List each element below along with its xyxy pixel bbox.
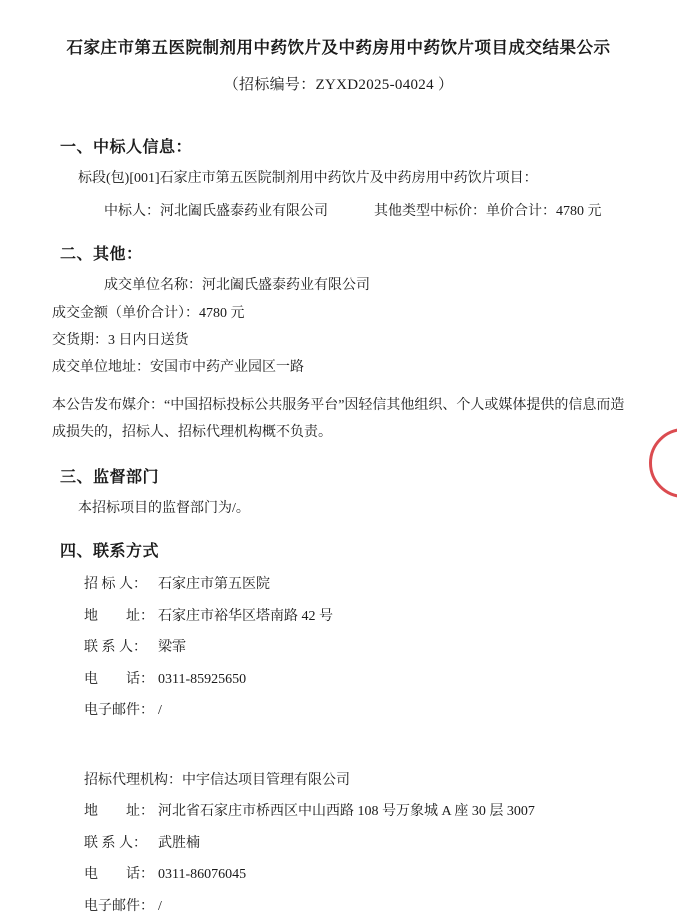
value: 0311-86076045 [158,867,247,883]
unit-value: 河北阖氏盛泰药业有限公司 [202,278,370,294]
section-heading-other: 二、其他： [60,246,143,264]
contact-row-tenderer-address [84,601,625,633]
contact-row-tenderer-email [84,695,625,727]
amount-line: 成交金额（单价合计）：4780 元 [52,305,245,321]
value: / [158,703,162,719]
winner-row [104,198,625,225]
label: 联 系 人： [84,835,147,851]
unit-row [104,272,625,299]
lot-line: 标段(包)[001]石家庄市第五医院制剂用中药饮片及中药房用中药饮片项目： [78,170,538,186]
label: 招 标 人： [84,577,147,593]
unit-label: 成交单位名称： [104,278,202,294]
label: 地 址： [84,608,154,624]
contact-row-agency-address [84,796,625,828]
contact-row-agency-phone [84,859,625,891]
label: 联 系 人： [84,640,147,656]
label: 电子邮件： [84,898,154,914]
contact-row-tenderer-phone [84,664,625,696]
price-label: 其他类型中标价：单价合计： [374,204,556,220]
contact-row-agency-email [84,891,625,922]
value: 石家庄市裕华区塔南路 42 号 [158,608,333,624]
value: 梁霏 [158,640,186,656]
label: 电 话： [84,671,154,687]
value: 石家庄市第五医院 [158,577,270,593]
contact-row-agency-person [84,828,625,860]
price-value: 4780 元 [556,204,602,220]
red-seal-stamp [649,428,677,500]
label: 招标代理机构： [84,772,182,788]
label: 电 话： [84,867,154,883]
contact-row-tenderer-name [84,569,625,601]
contact-row-agency-name [84,765,625,797]
seal-ring-icon [649,428,677,498]
media-notice: 本公告发布媒介：“中国招标投标公共服务平台”因轻信其他组织、个人或媒体提供的信息而造成损失的，招标人、招标代理机构概不负责。 [52,397,625,440]
winner-value: 河北阖氏盛泰药业有限公司 [160,204,328,220]
section-heading-supervision: 三、监督部门 [60,469,160,487]
tender-number: （招标编号：ZYXD2025-04024 ） [223,76,454,93]
section-heading-contact: 四、联系方式 [60,543,160,561]
value: / [158,898,162,914]
winner-label: 中标人： [104,204,160,220]
value: 中宇信达项目管理有限公司 [182,772,350,788]
label: 电子邮件： [84,703,154,719]
page-title: 石家庄市第五医院制剂用中药饮片及中药房用中药饮片项目成交结果公示 [66,38,611,57]
unit-address-line: 成交单位地址：安国市中药产业园区一路 [52,360,304,376]
agency-block [52,765,625,922]
spacer [328,198,374,225]
value: 0311-85925650 [158,671,247,687]
section-heading-winner: 一、中标人信息： [60,138,193,156]
supervision-text: 本招标项目的监督部门为/。 [78,501,250,517]
label: 地 址： [84,804,154,820]
contact-row-tenderer-person [84,632,625,664]
value: 武胜楠 [158,835,200,851]
value: 河北省石家庄市桥西区中山西路 108 号万象城 A 座 30 层 3007 [158,804,535,820]
delivery-line: 交货期：3 日内日送货 [52,332,189,348]
